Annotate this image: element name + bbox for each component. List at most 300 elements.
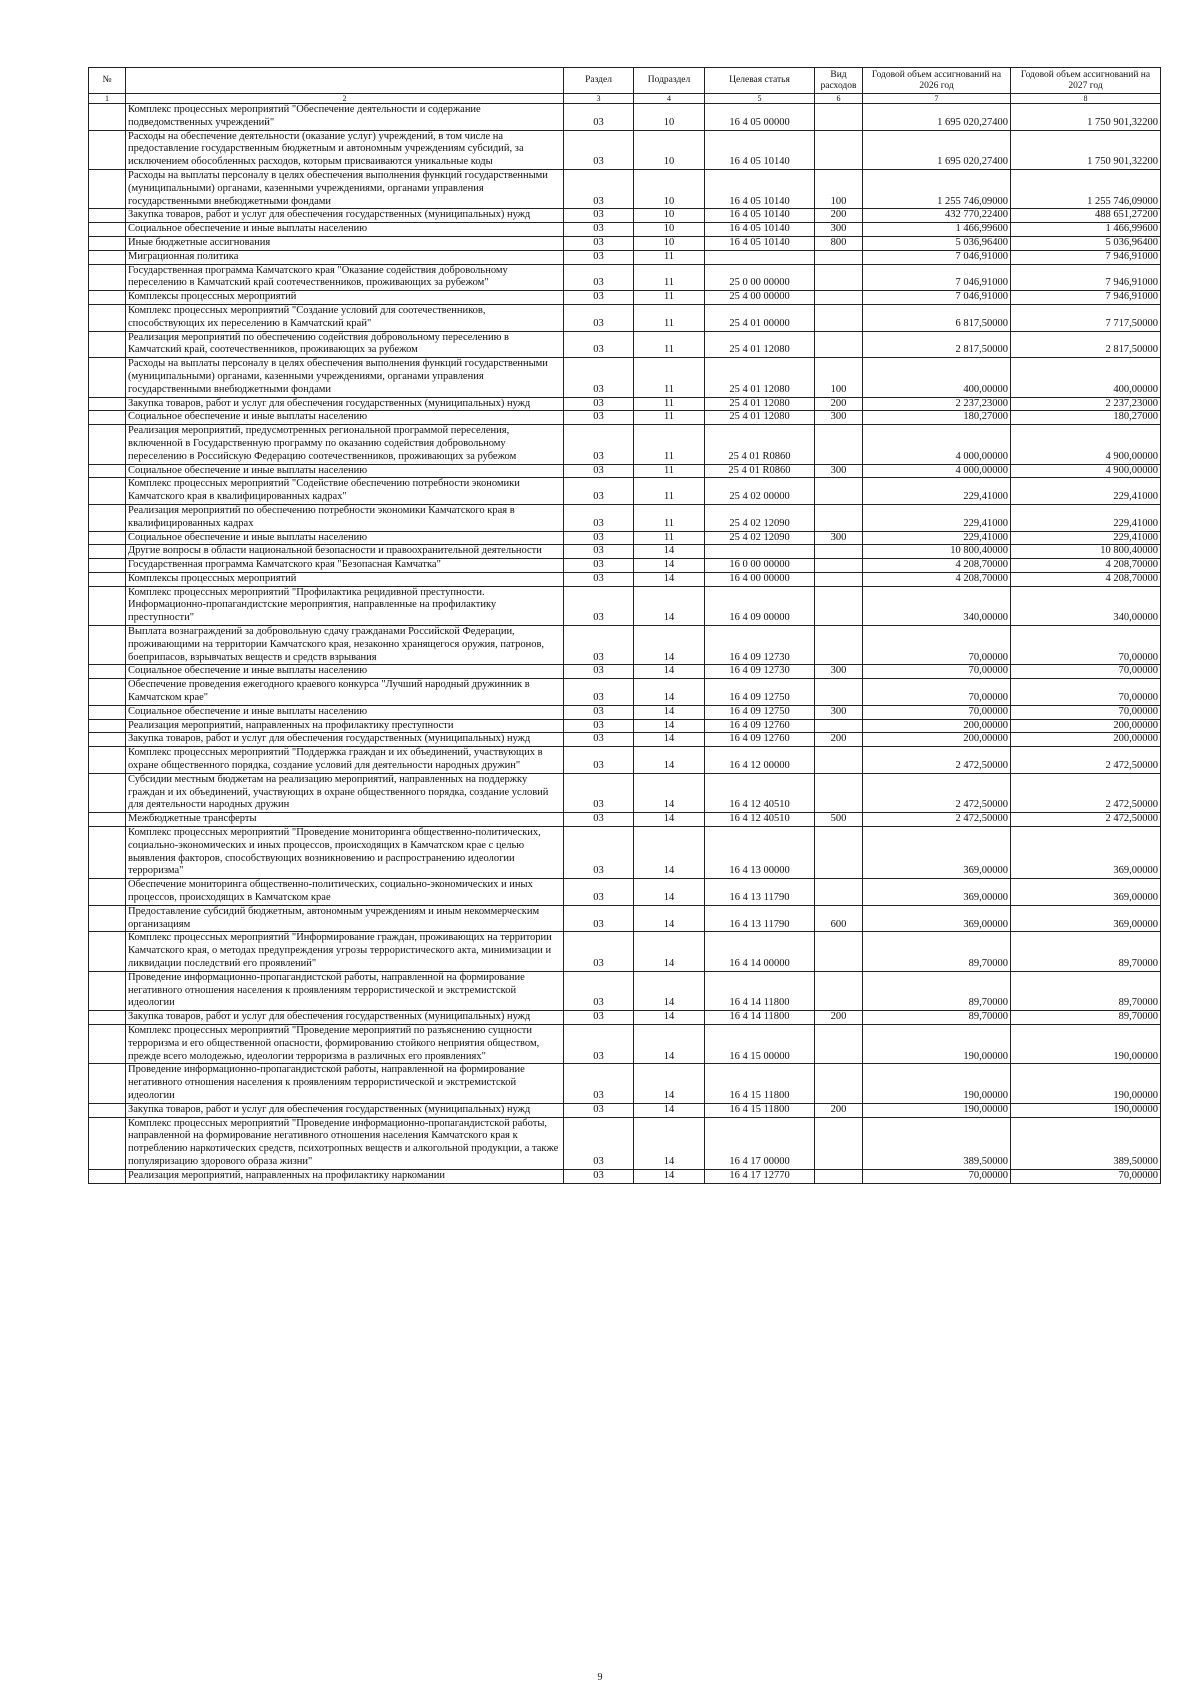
row-subsection-cell: 11	[634, 397, 705, 411]
table-row	[89, 397, 1161, 411]
row-target-article-cell: 16 4 13 11790	[705, 905, 815, 932]
header-name	[126, 68, 564, 94]
row-volume-2026-cell: 180,27000	[863, 411, 1011, 425]
row-volume-2026-cell: 190,00000	[863, 1024, 1011, 1063]
row-target-article-cell: 16 4 17 12770	[705, 1169, 815, 1183]
row-volume-2027-cell: 180,27000	[1011, 411, 1161, 425]
row-target-article-cell: 16 4 14 00000	[705, 932, 815, 971]
row-volume-2026-cell: 70,00000	[863, 626, 1011, 665]
row-subsection-cell: 14	[634, 1011, 705, 1025]
row-volume-2026-cell: 2 817,50000	[863, 331, 1011, 358]
row-subsection-cell: 14	[634, 827, 705, 879]
row-section-cell: 03	[564, 1024, 634, 1063]
row-volume-2027-cell: 10 800,40000	[1011, 545, 1161, 559]
column-number: 4	[634, 94, 705, 104]
row-name-cell: Реализация мероприятий, направленных на профилактику наркомании	[126, 1169, 564, 1183]
row-section-cell: 03	[564, 130, 634, 169]
table-row	[89, 1024, 1161, 1063]
row-number-cell	[89, 209, 126, 223]
table-row	[89, 250, 1161, 264]
row-target-article-cell: 16 4 14 11800	[705, 1011, 815, 1025]
row-number-cell	[89, 425, 126, 464]
row-volume-2027-cell: 369,00000	[1011, 827, 1161, 879]
row-section-cell: 03	[564, 504, 634, 531]
table-row	[89, 130, 1161, 169]
row-volume-2027-cell: 400,00000	[1011, 358, 1161, 397]
row-expense-type-cell: 100	[815, 358, 863, 397]
row-target-article-cell: 25 4 01 00000	[705, 304, 815, 331]
row-name-cell: Выплата вознаграждений за добровольную сдачу гражданами Российской Федерации, проживающими на территории Камчатского края, незаконно хранящегося оружия, патронов, боеприпасов, взрывчатых веществ и средств взрывания	[126, 626, 564, 665]
row-section-cell: 03	[564, 209, 634, 223]
row-volume-2027-cell: 2 472,50000	[1011, 773, 1161, 812]
row-volume-2027-cell: 2 237,23000	[1011, 397, 1161, 411]
row-subsection-cell: 11	[634, 504, 705, 531]
row-section-cell: 03	[564, 531, 634, 545]
row-expense-type-cell: 600	[815, 905, 863, 932]
row-subsection-cell: 10	[634, 130, 705, 169]
row-target-article-cell: 16 4 05 10140	[705, 223, 815, 237]
table-row	[89, 1011, 1161, 1025]
table-row	[89, 1103, 1161, 1117]
row-volume-2026-cell: 229,41000	[863, 478, 1011, 505]
row-number-cell	[89, 747, 126, 774]
row-target-article-cell: 25 4 01 R0860	[705, 464, 815, 478]
row-number-cell	[89, 1024, 126, 1063]
row-volume-2027-cell: 2 817,50000	[1011, 331, 1161, 358]
row-name-cell: Закупка товаров, работ и услуг для обеспечения государственных (муниципальных) нужд	[126, 1011, 564, 1025]
row-section-cell: 03	[564, 397, 634, 411]
row-volume-2027-cell: 7 946,91000	[1011, 264, 1161, 291]
row-name-cell: Закупка товаров, работ и услуг для обеспечения государственных (муниципальных) нужд	[126, 209, 564, 223]
table-row	[89, 545, 1161, 559]
table-row	[89, 827, 1161, 879]
row-expense-type-cell	[815, 425, 863, 464]
row-subsection-cell: 14	[634, 545, 705, 559]
row-expense-type-cell	[815, 932, 863, 971]
header-volume-2027: Годовой объем ассигнований на 2027 год	[1011, 68, 1161, 94]
row-volume-2027-cell: 369,00000	[1011, 905, 1161, 932]
row-volume-2027-cell: 229,41000	[1011, 504, 1161, 531]
row-name-cell: Реализация мероприятий, предусмотренных региональной программой переселения, включенной в Государственную программу по оказанию содействия добровольному переселению в Российскую Федерацию соотечественников, проживающих за рубежом	[126, 425, 564, 464]
row-number-cell	[89, 545, 126, 559]
row-target-article-cell: 16 4 15 11800	[705, 1064, 815, 1103]
row-subsection-cell: 14	[634, 733, 705, 747]
row-target-article-cell: 16 4 12 40510	[705, 813, 815, 827]
row-expense-type-cell	[815, 504, 863, 531]
header-expense-type: Вид расходов	[815, 68, 863, 94]
row-number-cell	[89, 478, 126, 505]
row-number-cell	[89, 572, 126, 586]
row-expense-type-cell: 300	[815, 665, 863, 679]
row-volume-2027-cell: 70,00000	[1011, 679, 1161, 706]
table-row	[89, 733, 1161, 747]
header-section: Раздел	[564, 68, 634, 94]
table-row	[89, 879, 1161, 906]
row-target-article-cell: 16 4 00 00000	[705, 572, 815, 586]
row-section-cell: 03	[564, 223, 634, 237]
row-number-cell	[89, 1103, 126, 1117]
row-subsection-cell: 14	[634, 705, 705, 719]
row-name-cell: Комплекс процессных мероприятий "Профилактика рецидивной преступности. Информационно-пропагандистские мероприятия, направленные на профилактику преступности"	[126, 586, 564, 625]
row-volume-2027-cell: 200,00000	[1011, 733, 1161, 747]
row-subsection-cell: 14	[634, 626, 705, 665]
row-number-cell	[89, 559, 126, 573]
table-row	[89, 1064, 1161, 1103]
row-name-cell: Обеспечение проведения ежегодного краевого конкурса "Лучший народный дружинник в Камчатском крае"	[126, 679, 564, 706]
row-expense-type-cell: 300	[815, 531, 863, 545]
row-volume-2027-cell: 89,70000	[1011, 1011, 1161, 1025]
row-volume-2026-cell: 389,50000	[863, 1117, 1011, 1169]
row-expense-type-cell	[815, 626, 863, 665]
row-expense-type-cell	[815, 679, 863, 706]
row-expense-type-cell	[815, 827, 863, 879]
row-target-article-cell: 25 4 01 R0860	[705, 425, 815, 464]
row-volume-2026-cell: 200,00000	[863, 719, 1011, 733]
row-number-cell	[89, 331, 126, 358]
row-target-article-cell: 16 4 17 00000	[705, 1117, 815, 1169]
table-row	[89, 169, 1161, 208]
row-section-cell: 03	[564, 679, 634, 706]
row-number-cell	[89, 304, 126, 331]
page-number: 9	[597, 1672, 603, 1683]
row-volume-2026-cell: 1 695 020,27400	[863, 104, 1011, 131]
row-subsection-cell: 10	[634, 169, 705, 208]
column-number: 8	[1011, 94, 1161, 104]
row-name-cell: Закупка товаров, работ и услуг для обеспечения государственных (муниципальных) нужд	[126, 1103, 564, 1117]
row-target-article-cell: 25 4 01 12080	[705, 331, 815, 358]
row-volume-2027-cell: 4 208,70000	[1011, 559, 1161, 573]
row-volume-2026-cell: 229,41000	[863, 504, 1011, 531]
row-volume-2027-cell: 1 255 746,09000	[1011, 169, 1161, 208]
row-number-cell	[89, 719, 126, 733]
row-expense-type-cell: 300	[815, 411, 863, 425]
table-row	[89, 813, 1161, 827]
row-number-cell	[89, 223, 126, 237]
row-number-cell	[89, 397, 126, 411]
row-volume-2027-cell: 89,70000	[1011, 932, 1161, 971]
row-expense-type-cell	[815, 304, 863, 331]
row-name-cell: Комплекс процессных мероприятий "Проведение информационно-пропагандистской работы, направленной на формирование негативного отношения населения Камчатского края к потреблению наркотических средств, психотропных веществ и алкогольной продукции, а также популяризацию здорового образа жизни"	[126, 1117, 564, 1169]
row-expense-type-cell: 200	[815, 1011, 863, 1025]
row-section-cell: 03	[564, 425, 634, 464]
column-number: 1	[89, 94, 126, 104]
table-row	[89, 464, 1161, 478]
row-subsection-cell: 11	[634, 291, 705, 305]
row-volume-2027-cell: 229,41000	[1011, 531, 1161, 545]
row-expense-type-cell	[815, 747, 863, 774]
row-volume-2027-cell: 5 036,96400	[1011, 236, 1161, 250]
row-expense-type-cell: 500	[815, 813, 863, 827]
row-expense-type-cell	[815, 586, 863, 625]
row-number-cell	[89, 932, 126, 971]
row-section-cell: 03	[564, 291, 634, 305]
header-subsection: Подраздел	[634, 68, 705, 94]
row-subsection-cell: 11	[634, 478, 705, 505]
row-name-cell: Расходы на выплаты персоналу в целях обеспечения выполнения функций государственными (муниципальными) органами, казенными учреждениями, органами управления государственными внебюджетными фондами	[126, 169, 564, 208]
row-volume-2027-cell: 190,00000	[1011, 1064, 1161, 1103]
header-volume-2026: Годовой объем ассигнований на 2026 год	[863, 68, 1011, 94]
row-number-cell	[89, 104, 126, 131]
row-section-cell: 03	[564, 1011, 634, 1025]
row-number-cell	[89, 464, 126, 478]
row-name-cell: Миграционная политика	[126, 250, 564, 264]
row-volume-2026-cell: 2 472,50000	[863, 813, 1011, 827]
row-volume-2026-cell: 7 046,91000	[863, 250, 1011, 264]
row-expense-type-cell	[815, 1117, 863, 1169]
row-number-cell	[89, 264, 126, 291]
row-number-cell	[89, 236, 126, 250]
row-expense-type-cell: 300	[815, 705, 863, 719]
row-section-cell: 03	[564, 827, 634, 879]
row-number-cell	[89, 250, 126, 264]
row-name-cell: Комплексы процессных мероприятий	[126, 572, 564, 586]
row-expense-type-cell	[815, 879, 863, 906]
row-number-cell	[89, 1117, 126, 1169]
row-target-article-cell: 16 4 05 00000	[705, 104, 815, 131]
row-volume-2027-cell: 229,41000	[1011, 478, 1161, 505]
row-section-cell: 03	[564, 264, 634, 291]
row-expense-type-cell	[815, 773, 863, 812]
row-number-cell	[89, 1011, 126, 1025]
row-volume-2026-cell: 4 208,70000	[863, 559, 1011, 573]
row-number-cell	[89, 827, 126, 879]
row-section-cell: 03	[564, 813, 634, 827]
row-name-cell: Иные бюджетные ассигнования	[126, 236, 564, 250]
row-target-article-cell: 25 0 00 00000	[705, 264, 815, 291]
table-row	[89, 705, 1161, 719]
row-volume-2026-cell: 7 046,91000	[863, 264, 1011, 291]
row-subsection-cell: 14	[634, 572, 705, 586]
row-number-cell	[89, 531, 126, 545]
row-subsection-cell: 14	[634, 747, 705, 774]
row-subsection-cell: 14	[634, 665, 705, 679]
row-section-cell: 03	[564, 1103, 634, 1117]
row-volume-2026-cell: 369,00000	[863, 827, 1011, 879]
row-name-cell: Реализация мероприятий по обеспечению потребности экономики Камчатского края в квалифицированных кадрах	[126, 504, 564, 531]
row-expense-type-cell	[815, 545, 863, 559]
row-volume-2027-cell: 89,70000	[1011, 971, 1161, 1010]
row-expense-type-cell: 200	[815, 209, 863, 223]
table-row	[89, 236, 1161, 250]
row-volume-2026-cell: 2 472,50000	[863, 773, 1011, 812]
row-volume-2027-cell: 1 466,99600	[1011, 223, 1161, 237]
row-target-article-cell: 16 4 09 12750	[705, 705, 815, 719]
row-number-cell	[89, 169, 126, 208]
row-expense-type-cell: 100	[815, 169, 863, 208]
row-subsection-cell: 11	[634, 264, 705, 291]
row-volume-2026-cell: 1 255 746,09000	[863, 169, 1011, 208]
table-row	[89, 586, 1161, 625]
row-subsection-cell: 11	[634, 358, 705, 397]
row-subsection-cell: 14	[634, 932, 705, 971]
row-name-cell: Социальное обеспечение и иные выплаты населению	[126, 223, 564, 237]
row-target-article-cell: 16 4 09 12750	[705, 679, 815, 706]
row-volume-2027-cell: 190,00000	[1011, 1024, 1161, 1063]
row-subsection-cell: 14	[634, 1117, 705, 1169]
row-subsection-cell: 10	[634, 104, 705, 131]
row-target-article-cell: 16 4 05 10140	[705, 209, 815, 223]
row-subsection-cell: 11	[634, 464, 705, 478]
row-expense-type-cell: 800	[815, 236, 863, 250]
row-section-cell: 03	[564, 733, 634, 747]
row-volume-2027-cell: 7 946,91000	[1011, 250, 1161, 264]
row-volume-2026-cell: 369,00000	[863, 879, 1011, 906]
row-number-cell	[89, 504, 126, 531]
table-row	[89, 932, 1161, 971]
row-volume-2026-cell: 89,70000	[863, 1011, 1011, 1025]
row-name-cell: Социальное обеспечение и иные выплаты населению	[126, 665, 564, 679]
row-number-cell	[89, 813, 126, 827]
row-section-cell: 03	[564, 250, 634, 264]
row-section-cell: 03	[564, 464, 634, 478]
row-name-cell: Закупка товаров, работ и услуг для обеспечения государственных (муниципальных) нужд	[126, 733, 564, 747]
row-target-article-cell: 25 4 01 12080	[705, 397, 815, 411]
table-header	[89, 68, 1161, 104]
row-expense-type-cell	[815, 971, 863, 1010]
row-volume-2027-cell: 7 717,50000	[1011, 304, 1161, 331]
table-row	[89, 104, 1161, 131]
row-target-article-cell: 16 4 12 40510	[705, 773, 815, 812]
row-target-article-cell: 16 4 12 00000	[705, 747, 815, 774]
row-expense-type-cell: 200	[815, 1103, 863, 1117]
row-number-cell	[89, 291, 126, 305]
row-number-cell	[89, 1169, 126, 1183]
row-volume-2027-cell: 1 750 901,32200	[1011, 130, 1161, 169]
row-subsection-cell: 14	[634, 1169, 705, 1183]
row-subsection-cell: 14	[634, 971, 705, 1010]
row-expense-type-cell	[815, 331, 863, 358]
row-subsection-cell: 14	[634, 879, 705, 906]
table-row	[89, 411, 1161, 425]
row-section-cell: 03	[564, 879, 634, 906]
row-volume-2027-cell: 2 472,50000	[1011, 747, 1161, 774]
row-expense-type-cell	[815, 559, 863, 573]
row-volume-2026-cell: 4 000,00000	[863, 464, 1011, 478]
row-volume-2026-cell: 89,70000	[863, 932, 1011, 971]
row-volume-2026-cell: 400,00000	[863, 358, 1011, 397]
row-target-article-cell: 16 4 05 10140	[705, 236, 815, 250]
row-subsection-cell: 14	[634, 586, 705, 625]
row-section-cell: 03	[564, 626, 634, 665]
row-number-cell	[89, 773, 126, 812]
row-number-cell	[89, 705, 126, 719]
row-name-cell: Социальное обеспечение и иные выплаты населению	[126, 705, 564, 719]
row-section-cell: 03	[564, 932, 634, 971]
row-volume-2026-cell: 70,00000	[863, 665, 1011, 679]
column-number-row	[89, 94, 1161, 104]
row-name-cell: Комплекс процессных мероприятий "Обеспечение деятельности и содержание подведомственных учреждений"	[126, 104, 564, 131]
row-subsection-cell: 11	[634, 304, 705, 331]
table-row	[89, 478, 1161, 505]
row-name-cell: Межбюджетные трансферты	[126, 813, 564, 827]
row-target-article-cell: 16 4 09 00000	[705, 586, 815, 625]
table-row	[89, 665, 1161, 679]
row-name-cell: Расходы на выплаты персоналу в целях обеспечения выполнения функций государственными (муниципальными) органами, казенными учреждениями, органами управления государственными внебюджетными фондами	[126, 358, 564, 397]
row-name-cell: Проведение информационно-пропагандистской работы, направленной на формирование негативного отношения населения к проявлениям террористической и экстремистской идеологии	[126, 1064, 564, 1103]
row-volume-2026-cell: 1 695 020,27400	[863, 130, 1011, 169]
row-subsection-cell: 11	[634, 425, 705, 464]
row-expense-type-cell: 200	[815, 733, 863, 747]
row-target-article-cell	[705, 545, 815, 559]
row-expense-type-cell	[815, 130, 863, 169]
row-name-cell: Комплекс процессных мероприятий "Проведение мониторинга общественно-политических, социально-экономических и иных процессов, происходящих в Камчатском крае с целью выявления факторов, способствующих возникновению и распространению идеологии терроризма"	[126, 827, 564, 879]
row-name-cell: Государственная программа Камчатского края "Безопасная Камчатка"	[126, 559, 564, 573]
row-subsection-cell: 14	[634, 679, 705, 706]
table-row	[89, 1169, 1161, 1183]
row-volume-2026-cell: 70,00000	[863, 679, 1011, 706]
row-name-cell: Реализация мероприятий, направленных на профилактику преступности	[126, 719, 564, 733]
row-volume-2026-cell: 369,00000	[863, 905, 1011, 932]
row-volume-2026-cell: 432 770,22400	[863, 209, 1011, 223]
row-name-cell: Комплексы процессных мероприятий	[126, 291, 564, 305]
column-number: 7	[863, 94, 1011, 104]
row-section-cell: 03	[564, 559, 634, 573]
row-volume-2027-cell: 70,00000	[1011, 1169, 1161, 1183]
table-row	[89, 209, 1161, 223]
row-name-cell: Субсидии местным бюджетам на реализацию мероприятий, направленных на поддержку граждан и их объединений, участвующих в охране общественного порядка, создание условий для деятельности народных дружин	[126, 773, 564, 812]
row-section-cell: 03	[564, 358, 634, 397]
row-target-article-cell: 25 4 02 12090	[705, 531, 815, 545]
row-number-cell	[89, 879, 126, 906]
table-row	[89, 504, 1161, 531]
row-target-article-cell: 16 4 14 11800	[705, 971, 815, 1010]
row-name-cell: Обеспечение мониторинга общественно-политических, социально-экономических и иных процессов, происходящих в Камчатском крае	[126, 879, 564, 906]
row-volume-2027-cell: 389,50000	[1011, 1117, 1161, 1169]
column-number: 5	[705, 94, 815, 104]
row-section-cell: 03	[564, 905, 634, 932]
table-row	[89, 331, 1161, 358]
row-target-article-cell: 16 4 15 11800	[705, 1103, 815, 1117]
row-section-cell: 03	[564, 773, 634, 812]
row-volume-2027-cell: 4 900,00000	[1011, 464, 1161, 478]
row-name-cell: Предоставление субсидий бюджетным, автономным учреждениям и иным некоммерческим организациям	[126, 905, 564, 932]
row-number-cell	[89, 130, 126, 169]
row-expense-type-cell	[815, 104, 863, 131]
row-target-article-cell: 25 4 01 12080	[705, 411, 815, 425]
row-name-cell: Закупка товаров, работ и услуг для обеспечения государственных (муниципальных) нужд	[126, 397, 564, 411]
row-subsection-cell: 14	[634, 813, 705, 827]
row-target-article-cell: 16 4 13 00000	[705, 827, 815, 879]
row-volume-2026-cell: 340,00000	[863, 586, 1011, 625]
row-number-cell	[89, 679, 126, 706]
row-number-cell	[89, 905, 126, 932]
table-row	[89, 358, 1161, 397]
row-volume-2027-cell: 4 208,70000	[1011, 572, 1161, 586]
row-subsection-cell: 14	[634, 559, 705, 573]
row-volume-2027-cell: 2 472,50000	[1011, 813, 1161, 827]
row-subsection-cell: 10	[634, 223, 705, 237]
row-subsection-cell: 14	[634, 1103, 705, 1117]
row-volume-2027-cell: 488 651,27200	[1011, 209, 1161, 223]
row-target-article-cell: 16 4 09 12760	[705, 733, 815, 747]
row-section-cell: 03	[564, 747, 634, 774]
row-volume-2027-cell: 70,00000	[1011, 665, 1161, 679]
row-section-cell: 03	[564, 719, 634, 733]
row-expense-type-cell	[815, 719, 863, 733]
row-name-cell: Другие вопросы в области национальной безопасности и правоохранительной деятельности	[126, 545, 564, 559]
row-volume-2026-cell: 70,00000	[863, 705, 1011, 719]
budget-table	[88, 67, 1161, 1184]
row-expense-type-cell	[815, 478, 863, 505]
row-expense-type-cell	[815, 1064, 863, 1103]
row-name-cell: Государственная программа Камчатского края "Оказание содействия добровольному переселению в Камчатский край соотечественников, проживающих за рубежом"	[126, 264, 564, 291]
row-target-article-cell: 16 4 09 12730	[705, 626, 815, 665]
row-subsection-cell: 11	[634, 250, 705, 264]
row-section-cell: 03	[564, 411, 634, 425]
row-number-cell	[89, 358, 126, 397]
header-no: №	[89, 68, 126, 94]
column-number: 3	[564, 94, 634, 104]
